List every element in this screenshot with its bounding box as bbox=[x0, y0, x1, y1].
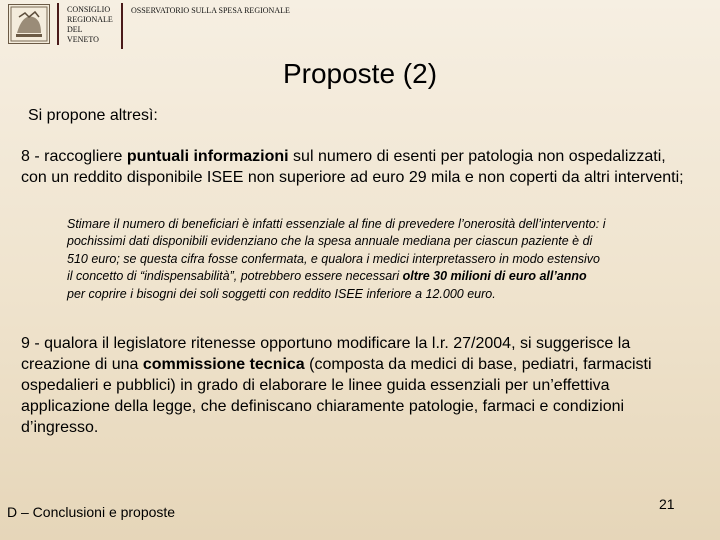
slide-header bbox=[0, 0, 720, 52]
header-divider-left bbox=[57, 3, 59, 45]
estimate-note-text-end: per coprire i bisogni dei soli soggetti con reddito ISEE inferiore a 12.000 euro. bbox=[67, 286, 496, 301]
intro-text: Si propone altresì: bbox=[28, 107, 158, 124]
org-name: CONSIGLIO REGIONALE DEL VENETO bbox=[67, 5, 113, 44]
estimate-note-text: Stimare il numero di beneficiari è infatti essenziale al fine di prevedere l’onerosità dell’intervento: i pochissimi dati disponibili evidenziano che la spesa annuale mediana per ciascun paziente è di 510 euro; se questa cifra fosse confermata, e qualora i medici interpretassero in modo estensivo il concetto di “indispensabilità”, potrebbero essere necessari bbox=[67, 217, 606, 284]
page-number: 21 bbox=[659, 496, 675, 512]
slide-title: Proposte (2) bbox=[282, 58, 438, 89]
header-divider-right bbox=[121, 3, 123, 49]
estimate-note-bold: oltre 30 milioni di euro all’anno bbox=[402, 269, 587, 284]
section-footer: D – Conclusioni e proposte bbox=[7, 504, 176, 520]
regional-seal-icon bbox=[8, 4, 50, 44]
proposal-9-text-end: (composta da medici di base, pediatri, farmacisti ospedalieri e pubblici) in grado di elaborare le linee guida essenziali per un’effettiva applicazione della legge, che definiscano chiaramente patologie, farmaci e condizioni d’ingresso. bbox=[21, 356, 652, 436]
proposal-8-text-end: sul numero di esenti per patologia non ospedalizzati, con un reddito disponibile ISEE non superiore ad euro 29 mila e non coperti da altri interventi; bbox=[21, 148, 684, 186]
proposal-9-text: 9 - qualora il legislatore ritenesse opportuno modificare la l.r. 27/2004, si suggerisce la creazione di una bbox=[21, 335, 631, 373]
observatory-name: OSSERVATORIO SULLA SPESA REGIONALE bbox=[131, 6, 290, 15]
proposal-9-bold: commissione tecnica bbox=[142, 356, 305, 373]
proposal-8 bbox=[21, 146, 691, 188]
estimate-note bbox=[67, 216, 607, 303]
proposal-8-bold: puntuali informazioni bbox=[126, 148, 289, 165]
proposal-9 bbox=[21, 333, 691, 438]
proposal-8-text: 8 - raccogliere bbox=[21, 148, 127, 165]
